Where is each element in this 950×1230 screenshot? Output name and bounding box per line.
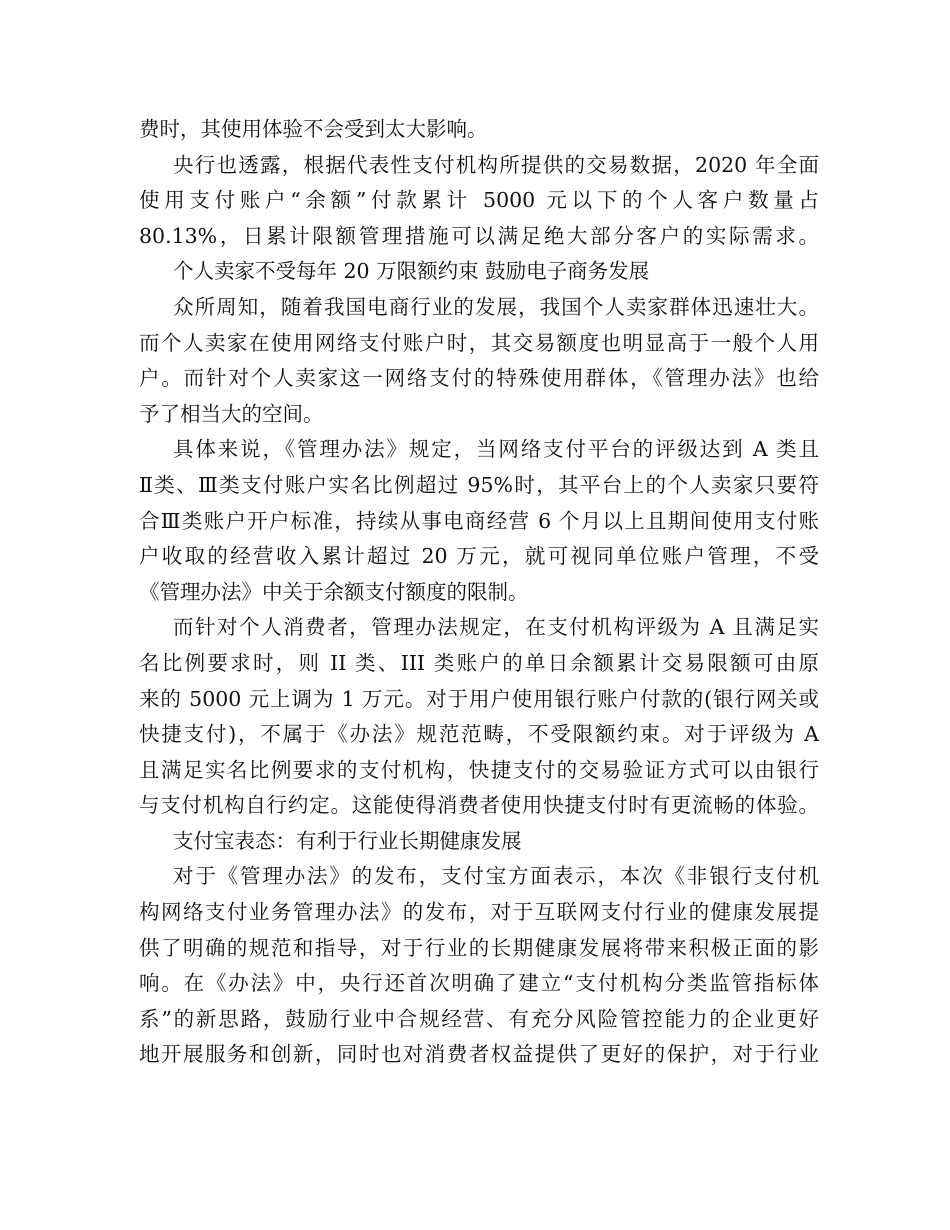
text-line: 地开展服务和创新，同时也对消费者权益提供了更好的保护，对于行业 <box>139 1042 819 1067</box>
text-line: 且满足实名比例要求的支付机构，快捷支付的交易验证方式可以由银行 <box>139 757 819 782</box>
text-line: 响。在《办法》中，央行还首次明确了建立“支付机构分类监管指标体 <box>139 971 819 996</box>
text-line: 个人卖家不受每年 20 万限额约束 鼓励电子商务发展 <box>173 259 650 284</box>
text-line: 支付宝表态：有利于行业长期健康发展 <box>173 828 522 853</box>
text-line: 快捷支付)，不属于《办法》规范范畴，不受限额约束。对于评级为 A <box>139 722 819 747</box>
text-line: 系”的新思路，鼓励行业中合规经营、有充分风险管控能力的企业更好 <box>139 1006 819 1031</box>
document-page <box>139 112 819 1073</box>
text-line: 予了相当大的空间。 <box>139 401 324 426</box>
text-line: 央行也透露，根据代表性支付机构所提供的交易数据，2020 年全面 <box>173 152 819 177</box>
text-line: 构网络支付业务管理办法》的发布，对于互联网支付行业的健康发展提 <box>139 900 819 925</box>
text-line: 供了明确的规范和指导，对于行业的长期健康发展将带来积极正面的影 <box>139 935 819 960</box>
text-line: 而个人卖家在使用网络支付账户时，其交易额度也明显高于一般个人用 <box>139 330 819 355</box>
text-line: 与支付机构自行约定。这能使得消费者使用快捷支付时有更流畅的体验。 <box>139 793 819 818</box>
text-line: 名比例要求时，则 II 类、III 类账户的单日余额累计交易限额可由原 <box>139 650 819 675</box>
text-line: 户。而针对个人卖家这一网络支付的特殊使用群体，《管理办法》也给 <box>139 366 819 391</box>
text-line: 费时，其使用体验不会受到太大影响。 <box>139 117 488 141</box>
text-line: 而针对个人消费者，管理办法规定，在支付机构评级为 A 且满足实 <box>173 615 819 640</box>
text-line: 80.13%，日累计限额管理措施可以满足绝大部分客户的实际需求。 <box>139 223 819 248</box>
text-line: Ⅱ类、Ⅲ类支付账户实名比例超过 95%时，其平台上的个人卖家只要符 <box>139 472 819 497</box>
text-line: 对于《管理办法》的发布，支付宝方面表示，本次《非银行支付机 <box>173 864 819 889</box>
text-line: 户收取的经营收入累计超过 20 万元，就可视同单位账户管理，不受 <box>139 544 819 569</box>
text-line: 众所周知，随着我国电商行业的发展，我国个人卖家群体迅速壮大。 <box>173 294 819 319</box>
text-line: 《管理办法》中关于余额支付额度的限制。 <box>139 579 529 604</box>
text-line: 来的 5000 元上调为 1 万元。对于用户使用银行账户付款的(银行网关或 <box>139 686 819 711</box>
text-line: 使用支付账户“余额”付款累计 5000 元以下的个人客户数量占 <box>139 188 819 213</box>
text-line: 合Ⅲ类账户开户标准，持续从事电商经营 6 个月以上且期间使用支付账 <box>139 508 819 533</box>
text-line: 具体来说，《管理办法》规定，当网络支付平台的评级达到 A 类且 <box>173 437 819 462</box>
